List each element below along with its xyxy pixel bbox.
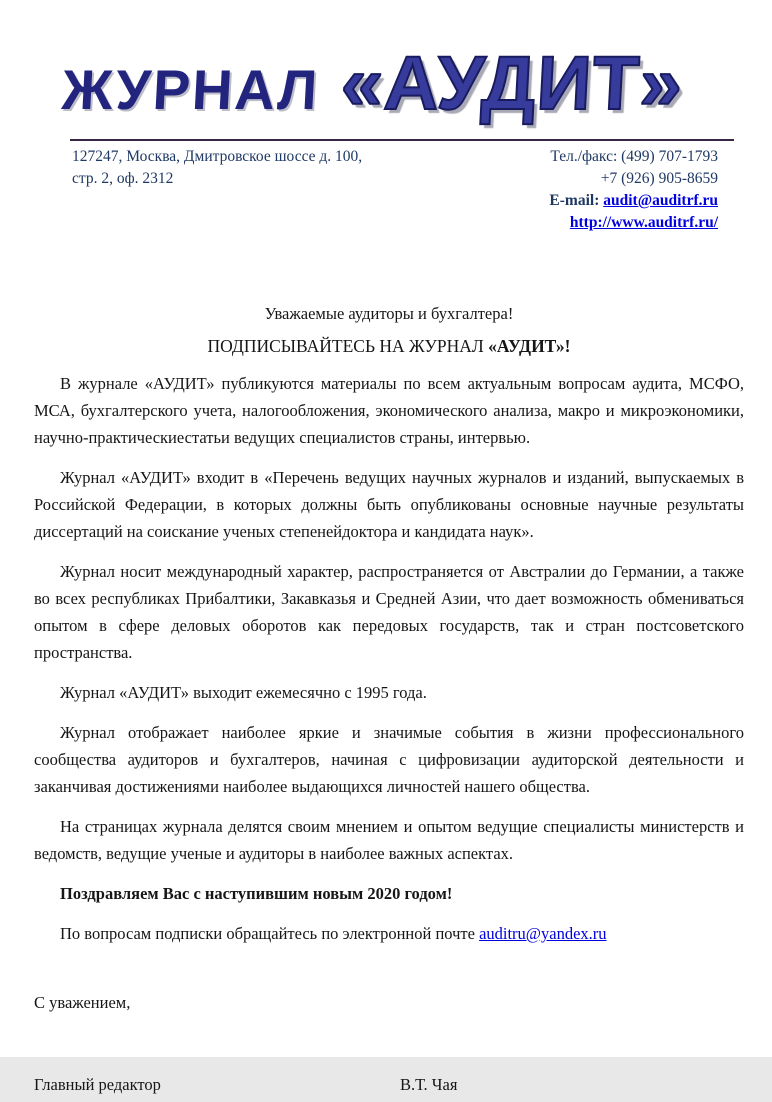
letter-body [0, 304, 772, 1102]
email-label: E-mail: [549, 192, 604, 209]
email-line [549, 190, 718, 212]
subscription-email-link[interactable]: auditru@yandex.ru [479, 924, 607, 943]
phone-mobile-line: +7 (926) 905-8659 [600, 170, 718, 187]
logo-word-audit: «АУДИТ» [338, 41, 686, 126]
paragraph: Журнал «АУДИТ» входит в «Перечень ведущих научных журналов и изданий, выпускаемых в Российской Федерации, в которых должны быть опубликованы основные научные результаты диссертаций на соискание ученых степенейдоктора и кандидата наук». [34, 468, 744, 541]
subscription-text: По вопросам подписки обращайтесь по электронной почте [60, 924, 480, 943]
subscription-line [34, 920, 744, 947]
headline-journal-name: «АУДИТ»! [488, 336, 571, 356]
regards-line: С уважением, [34, 993, 131, 1012]
paragraph: Журнал носит международный характер, распространяется от Австралии до Германии, а также во всех республиках Прибалтики, Закавказья и Средней Азии, что дает возможность обмениваться опытом в сфере деловых оборотов как передовых государств, так и стран постсоветского пространства. [34, 562, 744, 662]
signature-row [34, 1075, 744, 1102]
congrats-line: Поздравляем Вас с наступившим новым 2020 годом! [60, 884, 453, 903]
website-link[interactable]: http://www.auditrf.ru/ [569, 214, 718, 231]
website-line [549, 212, 718, 234]
logo-word-journal: ЖУРНАЛ [60, 58, 321, 121]
paragraph: Журнал отображает наиболее яркие и значимые события в жизни профессионального сообщества аудиторов и бухгалтеров, начиная с цифровизации аудиторской деятельности и заканчивая достижениями наиболее выдающихся личностей нашего общества. [34, 723, 744, 796]
headline [34, 336, 744, 357]
salutation-line: Уважаемые аудиторы и бухгалтера! [264, 304, 514, 323]
editor-signature: В.Т. Чая [400, 1075, 458, 1094]
paragraph: В журнале «АУДИТ» публикуются материалы по всем актуальным вопросам аудита, МСФО, МСА, бухгалтерского учета, налогообложения, экономического анализа, макро и микроэкономики, научно-практическиестатьи ведущих специалистов страны, интервью. [34, 374, 744, 447]
address-block [72, 146, 362, 234]
journal-logo [0, 0, 772, 127]
contact-block [0, 141, 772, 234]
headline-prefix: ПОДПИСЫВАЙТЕСЬ НА ЖУРНАЛ [207, 336, 489, 356]
paragraph: На страницах журнала делятся своим мнением и опытом ведущие специалисты министерств и ведомств, ведущие ученые и аудиторы в наиболее важных аспектах. [34, 817, 744, 863]
paragraph: Журнал «АУДИТ» выходит ежемесячно с 1995 года. [60, 683, 427, 702]
email-link[interactable]: audit@auditrf.ru [603, 192, 718, 209]
address-line-1: 127247, Москва, Дмитровское шоссе д. 100, [72, 148, 363, 165]
editor-title: Главный редактор [34, 1075, 161, 1094]
phone-email-block [549, 146, 718, 234]
phone-fax-line: Тел./факс: (499) 707-1793 [550, 148, 718, 165]
address-line-2: стр. 2, оф. 2312 [72, 170, 174, 187]
